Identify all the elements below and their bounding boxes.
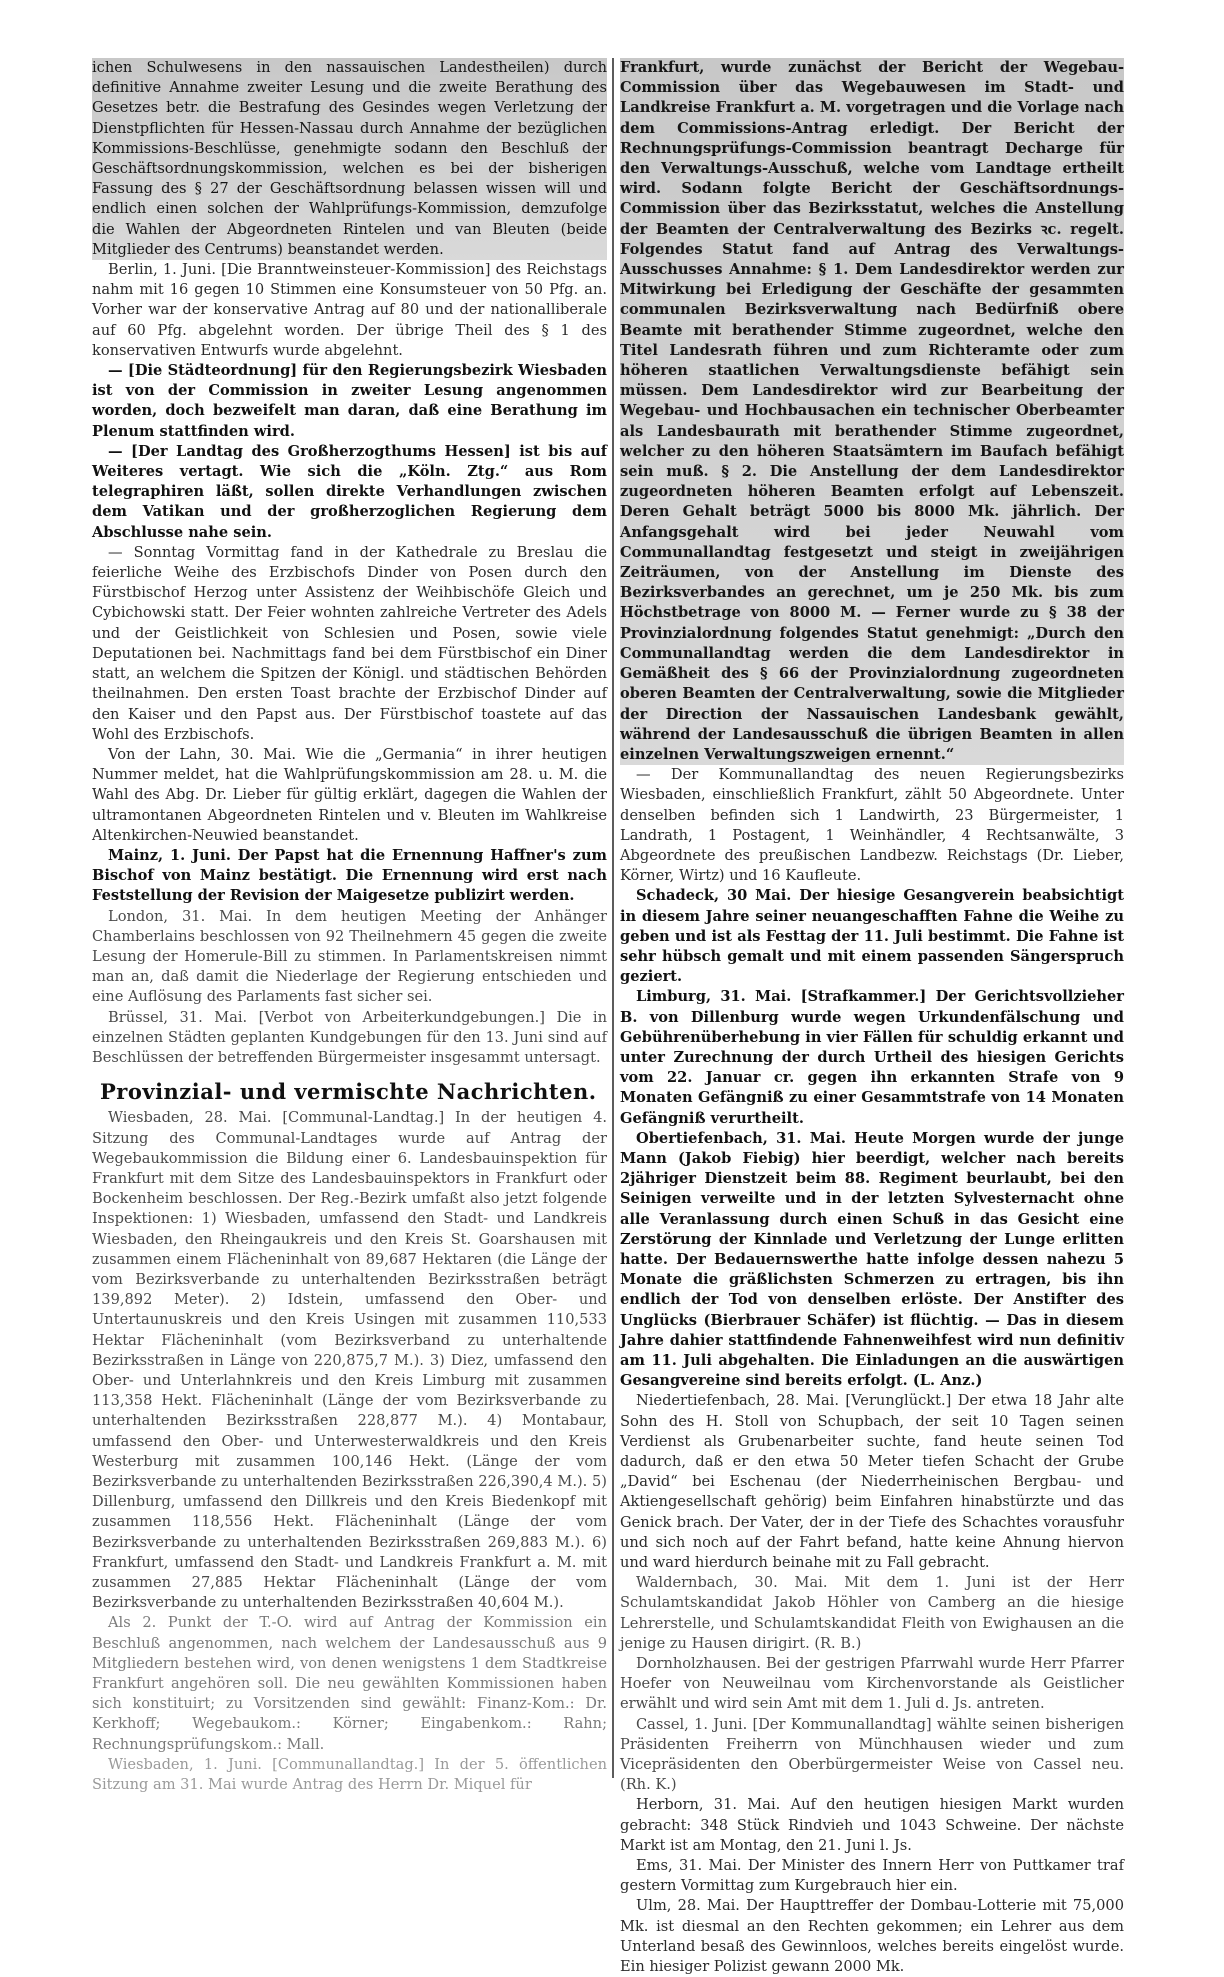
news-paragraph-herborn: Herborn, 31. Mai. Auf den heutigen hiesigen Markt wurden gebracht: 348 Stück Rindvieh und 1043 Schweine. Der nächste Markt ist am Montag, den 21. Juni l. Js.	[620, 1796, 1124, 1854]
news-paragraph-dornholzhausen: Dornholzhausen. Bei der gestrigen Pfarrwahl wurde Herr Pfarrer Hoefer von Neuweilnau vom Kirchenvorstande als Geistlicher erwählt und wird sein Amt mit dem 1. Juli d. Js. antreten.	[620, 1655, 1124, 1713]
left-column	[92, 58, 607, 1794]
news-paragraph-wiesbaden-landtag: Wiesbaden, 28. Mai. [Communal-Landtag.] In der heutigen 4. Sitzung des Communal-Landtages wurde auf Antrag der Wegebaukommission die Bildung einer 6. Landesbauinspektion für Frankfurt mit dem Sitze des Landesbauinspektors in Frankfurt oder Bockenheim beschlossen. Der Reg.-Bezirk umfaßt also jetzt folgende Inspektionen: 1) Wiesbaden, umfassend den Stadt- und Landkreis Wiesbaden, den Rheingaukreis und den Kreis St. Goarshausen mit zusammen einem Flächeninhalt von 89,687 Hektaren (die Länge der vom Bezirksverbande zu unterhaltenden Bezirksstraßen beträgt 139,892 Meter). 2) Idstein, umfassend den Ober- und Untertaunuskreis und den Kreis Usingen mit zusammen 110,533 Hektar Flächeninhalt (vom Bezirksverband zu unterhaltende Bezirksstraßen in Länge von 220,875,7 M.). 3) Diez, umfassend den Ober- und Unterlahnkreis und den Kreis Limburg mit zusammen 113,358 Hekt. Flächeninhalt (Länge der vom Bezirksverbande zu unterhaltenden Bezirksstraßen 228,877 M.). 4) Montabaur, umfassend den Ober- und Unterwesterwaldkreis und den Kreis Westerburg mit zusammen 100,146 Hekt. (Länge der vom Bezirksverbande zu unterhaltenden Bezirksstraßen 226,390,4 M.). 5) Dillenburg, umfassend den Dillkreis und den Kreis Biedenkopf mit zusammen 118,556 Hekt. Flächeninhalt (Länge der vom Bezirksverbande zu unterhaltenden Bezirksstraßen 269,883 M.). 6) Frankfurt, umfassend den Stadt- und Landkreis Frankfurt a. M. mit zusammen 27,885 Hektar Flächeninhalt (Länge der vom Bezirksverbande zu unterhaltenden Bezirksstraßen 40,604 M.).	[92, 1109, 607, 1612]
news-paragraph-schadeck: Schadeck, 30 Mai. Der hiesige Gesangverein beabsichtigt in diesem Jahre seiner neuangeschafften Fahne die Weihe zu geben und ist als Festtag der 11. Juli bestimmt. Die Fahne ist sehr hübsch gemalt und mit einem passenden Sängerspruch geziert.	[620, 887, 1124, 986]
news-paragraph-landesausschuss: Als 2. Punkt der T.-O. wird auf Antrag der Kommission ein Beschluß angenommen, nach welchem der Landesausschuß aus 9 Mitgliedern bestehen wird, von denen wenigstens 1 dem Stadtkreise Frankfurt angehören soll. Die neu gewählten Kommissionen haben sich konstituirt; zu Vorsitzenden sind gewählt: Finanz-Kom.: Dr. Kerkhoff; Wegebaukom.: Körner; Eingabenkom.: Rahn; Rechnungsprüfungskom.: Mall.	[92, 1614, 607, 1753]
news-paragraph-waldernbach: Waldernbach, 30. Mai. Mit dem 1. Juni ist der Herr Schulamtskandidat Jakob Höhler von Camberg an die hiesige Lehrerstelle, und Schulamtskandidat Fleith von Ewighausen an die jenige zu Hausen dirigirt. (R. B.)	[620, 1574, 1124, 1652]
news-paragraph-staedteordnung: — [Die Städteordnung] für den Regierungsbezirk Wiesbaden ist von der Commission in zweiter Lesung angenommen worden, doch bezweifelt man daran, daß eine Berathung im Plenum stattfinden wird.	[92, 362, 607, 440]
news-paragraph-niedertiefenbach: Niedertiefenbach, 28. Mai. [Verunglückt.] Der etwa 18 Jahr alte Sohn des H. Stoll von Schupbach, der seit 10 Tagen seinen Verdienst als Grubenarbeiter suchte, fand heute seinen Tod dadurch, daß er den etwa 50 Meter tiefen Schacht der Grube „David“ bei Eschenau (der Niederrheinischen Bergbau- und Aktiengesellschaft gehörig) beim Einfahren hinabstürzte und das Genick brach. Der Vater, der in der Tiefe des Schachtes vorausfuhr und sich noch auf der Fahrt befand, hatte keine Ahnung hiervon und ward hierdurch beinahe mit zu Fall gebracht.	[620, 1392, 1124, 1572]
news-paragraph-london: London, 31. Mai. In dem heutigen Meeting der Anhänger Chamberlains beschlossen von 92 Theilnehmern 45 gegen die zweite Lesung der Homerule-Bill zu stimmen. In Parlamentskreisen nimmt man an, daß damit die Niederlage der Regierung entschieden und eine Auflösung des Parlaments fast sicher sei.	[92, 907, 607, 1006]
news-paragraph-bruessel: Brüssel, 31. Mai. [Verbot von Arbeiterkundgebungen.] Die in einzelnen Städten geplanten Kundgebungen für den 13. Juni sind auf Beschlüssen der betreffenden Bürgermeister insgesammt untersagt.	[92, 1008, 607, 1066]
news-paragraph-mainz: Mainz, 1. Juni. Der Papst hat die Ernennung Haffner's zum Bischof von Mainz bestätigt. Die Ernennung wird erst nach Feststellung der Revision der Maigesetze publizirt werden.	[92, 846, 607, 905]
news-paragraph-lahn: Von der Lahn, 30. Mai. Wie die „Germania“ in ihrer heutigen Nummer meldet, hat die Wahlprüfungskommission am 28. u. M. die Wahl des Abg. Dr. Lieber für gültig erklärt, dagegen die Wahlen der ultramontanen Abgeordneten Rintelen und v. Bleuten im Wahlkreise Altenkirchen-Neuwied beanstandet.	[92, 745, 607, 844]
news-paragraph-hessen: — [Der Landtag des Großherzogthums Hessen] ist bis auf Weiteres vertagt. Wie sich die „Köln. Ztg.“ aus Rom telegraphiren läßt, sollen direkte Verhandlungen zwischen dem Vatikan und der großherzoglichen Regierung dem Abschlusse nahe sein.	[92, 442, 607, 541]
column-divider	[612, 58, 614, 1778]
section-heading: Provinzial- und vermischte Nachrichten.	[100, 1079, 597, 1105]
news-paragraph-wiesbaden-juni: Wiesbaden, 1. Juni. [Communallandtag.] In der 5. öffentlichen Sitzung am 31. Mai wurde Antrag des Herrn Dr. Miquel für	[92, 1755, 607, 1794]
news-paragraph-frankfurt-statut: Frankfurt, wurde zunächst der Bericht der Wegebau-Commission über das Wegebauwesen im Stadt- und Landkreise Frankfurt a. M. vorgetragen und die Vorlage nach dem Commissions-Antrag erledigt. Der Bericht der Rechnungsprüfungs-Commission beantragt Decharge für den Verwaltungs-Ausschuß, welche vom Landtage ertheilt wird. Sodann folgte Bericht der Geschäftsordnungs-Commission über das Bezirksstatut, welches die Anstellung der Beamten der Centralverwaltung des Bezirks ꝛc. regelt. Folgendes Statut fand auf Antrag des Verwaltungs-Ausschusses Annahme: § 1. Dem Landesdirektor werden zur Mitwirkung bei Erledigung der Geschäfte der gesammten communalen Bezirksverwaltung nach Bedürfniß obere Beamte mit berathender Stimme zugeordnet, welche den Titel Landesrath führen und zum Richteramte oder zum höheren staatlichen Verwaltungsdienste befähigt sein müssen. Dem Landesdirektor wird zur Bearbeitung der Wegebau- und Hochbausachen ein technischer Oberbeamter als Landesbaurath mit berathender Stimme zugeordnet, welcher zu den höheren Staatsämtern im Baufach befähigt sein muß. § 2. Die Anstellung der dem Landesdirektor zugeordneten höheren Beamten erfolgt auf Lebenszeit. Deren Gehalt beträgt 5000 bis 8000 Mk. jährlich. Der Anfangsgehalt wird bei jeder Neuwahl vom Communallandtag festgesetzt und steigt in zweijährigen Zeiträumen, von der Anstellung im Dienste des Bezirksverbandes an gerechnet, um je 250 Mk. bis zum Höchstbetrage von 8000 M. — Ferner wurde zu § 38 der Provinzialordnung folgendes Statut genehmigt: „Durch den Communallandtag werden die dem Landesdirektor in Gemäßheit des § 66 der Provinzialordnung zugeordneten oberen Beamten der Centralverwaltung, sowie die Mitglieder der Direction der Nassauischen Landesbank gewählt, während der Landesausschuß die übrigen Beamten in allen einzelnen Verwaltungszweigen ernennt.“	[620, 58, 1124, 765]
news-paragraph-obertiefenbach: Obertiefenbach, 31. Mai. Heute Morgen wurde der junge Mann (Jakob Fiebig) hier beerdigt, welcher nach bereits 2jähriger Dienstzeit beim 88. Regiment beurlaubt, bei den Seinigen verweilte und in der letzten Sylvesternacht ohne alle Veranlassung durch einen Schuß in das Gesicht eine Zerstörung der Kinnlade und Verletzung der Lunge erlitten hatte. Der Bedauernswerthe hatte infolge dessen nahezu 5 Monate die gräßlichsten Schmerzen zu ertragen, bis ihn endlich der Tod von denselben erlöste. Der Anstifter des Unglücks (Bierbrauer Schäfer) ist flüchtig. — Das in diesem Jahre dahier stattfindende Fahnenweihfest wird nun definitiv am 11. Juli abgehalten. Die Einladungen an die auswärtigen Gesangvereine sind bereits erfolgt. (L. Anz.)	[620, 1129, 1124, 1390]
right-column	[620, 58, 1124, 1976]
news-paragraph-kommission: ichen Schulwesens in den nassauischen Landestheilen) durch definitive Annahme zweiter Lesung und die zweite Berathung des Gesetzes betr. die Bestrafung des Gesindes wegen Verletzung der Dienstpflichten für Hessen-Nassau durch Annahme der bezüglichen Kommissions-Beschlüsse, genehmigte sodann den Beschluß der Geschäftsordnungskommission, welchen es bei der bisherigen Fassung des § 27 der Geschäftsordnung belassen wissen will und endlich einen solchen der Wahlprüfungs-Kommission, demzufolge die Wahlen der Abgeordneten Rintelen und van Bleuten (beide Mitglieder des Centrums) beanstandet werden.	[92, 58, 607, 260]
news-paragraph-berlin: Berlin, 1. Juni. [Die Branntweinsteuer-Kommission] des Reichstags nahm mit 16 gegen 10 Stimmen eine Konsumsteuer von 50 Pfg. an. Vorher war der konservative Antrag auf 80 und der nationalliberale auf 60 Pfg. abgelehnt worden. Der übrige Theil des § 1 des konservativen Entwurfs wurde abgelehnt.	[92, 261, 607, 359]
news-paragraph-ulm: Ulm, 28. Mai. Der Haupttreffer der Dombau-Lotterie mit 75,000 Mk. ist diesmal an den Rechten gekommen; ein Lehrer aus dem Unterland besaß des Gewinnloos, welches bereits eingelöst wurde. Ein hiesiger Polizist gewann 2000 Mk.	[620, 1897, 1124, 1976]
newspaper-page	[92, 58, 1124, 1976]
news-paragraph-limburg: Limburg, 31. Mai. [Strafkammer.] Der Gerichtsvollzieher B. von Dillenburg wurde wegen Urkundenfälschung und Gebührenüberhebung in vier Fällen für schuldig erkannt und unter Zurechnung der durch Urtheil des hiesigen Gerichts vom 22. Januar cr. gegen ihn erkannten Strafe von 9 Monaten Gefängniß zu einer Gesammtstrafe von 14 Monaten Gefängniß verurtheilt.	[620, 988, 1124, 1127]
news-paragraph-cassel: Cassel, 1. Juni. [Der Kommunallandtag] wählte seinen bisherigen Präsidenten Freiherrn von Münchhausen wieder und zum Vicepräsidenten den Oberbürgermeister Weise von Cassel neu. (Rh. K.)	[620, 1715, 1124, 1794]
news-paragraph-kommunallandtag: — Der Kommunallandtag des neuen Regierungsbezirks Wiesbaden, einschließlich Frankfurt, zählt 50 Abgeordnete. Unter denselben befinden sich 1 Landwirth, 23 Bürgermeister, 1 Landrath, 1 Postagent, 1 Weinhändler, 4 Rechtsanwälte, 3 Abgeordnete des preußischen Landbezw. Reichstags (Dr. Lieber, Körner, Wirtz) und 16 Kaufleute.	[620, 766, 1124, 885]
news-paragraph-breslau: — Sonntag Vormittag fand in der Kathedrale zu Breslau die feierliche Weihe des Erzbischofs Dinder von Posen durch den Fürstbischof Herzog unter Assistenz der Weihbischöfe Gleich und Cybichowski statt. Der Feier wohnten zahlreiche Vertreter des Adels und der Geistlichkeit von Schlesien und Posen, sowie viele Deputationen bei. Nachmittags fand bei dem Fürstbischof ein Diner statt, an welchem die Spitzen der Königl. und städtischen Behörden theilnahmen. Den ersten Toast brachte der Erzbischof Dinder auf den Kaiser und den Papst aus. Der Fürstbischof toastete auf das Wohl des Erzbischofs.	[92, 543, 607, 743]
news-paragraph-ems: Ems, 31. Mai. Der Minister des Innern Herr von Puttkamer traf gestern Vormittag zum Kurgebrauch hier ein.	[620, 1857, 1124, 1895]
